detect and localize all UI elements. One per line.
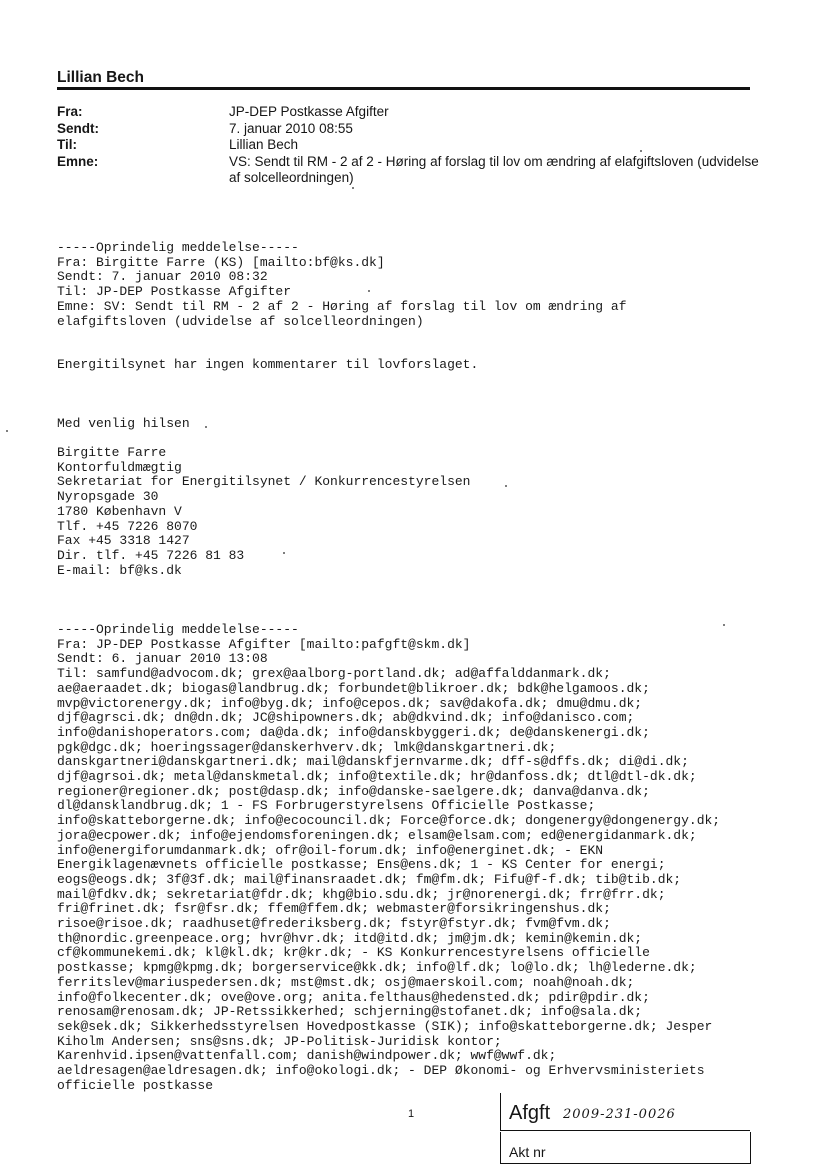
author-name: Lillian Bech [57,69,144,86]
stamp-number: 2009-231-0026 [563,1107,676,1122]
header-value: VS: Sendt til RM - 2 af 2 - Høring af forslag til lov om ændring af elafgiftsloven (udvidelse af solcelleordningen) [229,153,759,185]
scan-speck [368,290,370,292]
email-header [57,104,787,187]
scan-speck [352,187,354,189]
header-value: Lillian Bech [229,137,299,152]
header-row-from [57,104,787,121]
header-value: 7. januar 2010 08:55 [229,120,353,136]
scan-speck [723,624,725,626]
scan-speck [205,426,207,428]
message2-header: -----Oprindelig meddelelse----- Fra: JP-DEP Postkasse Afgifter [mailto:pafgft@skm.dk] Sendt: 6. januar 2010 13:08 Til: samfund@advocom.dk; grex@aalborg-portland.dk; ad@affalddanmark.dk; ae@aeraadet.dk; biogas@landbrug.dk; forbundet@blikroer.dk; bdk@helgamoos.dk; mvp@victorenergy.dk; info@byg.dk; info@cepos.dk; sav@dakofa.dk; dmu@dmu.dk; djf@agrsci.dk; dn@dn.dk; JC@shipowners.dk; ab@dkvind.dk; info@danisco.com; info@danishoperators.com; da@da.dk; info@danskbyggeri.dk; de@danskenergi.dk; pgk@dgc.dk; hoeringssager@danskerhverv.dk; lmk@danskgartneri.dk; danskgartneri@danskgartneri.dk; mail@danskfjernvarme.dk; dff-s@dffs.dk; di@di.dk; djf@agrsoi.dk; metal@danskmetal.dk; info@textile.dk; hr@danfoss.dk; dtl@dtl-dk.dk; regioner@regioner.dk; post@dasp.dk; info@danske-saelgere.dk; danva@danva.dk; dl@dansklandbrug.dk; 1 - FS Forbrugerstyrelsens Officielle Postkasse; info@skatteborgerne.dk; info@ecocouncil.dk; Force@force.dk; dongenergy@dongenergy.dk; jora@ecpower.dk; info@ejendomsforeningen.dk; elsam@elsam.com; ed@energidanmark.dk; info@energiforumdanmark.dk; ofr@oil-forum.dk; info@energinet.dk; - EKN Energiklagenævnets officielle postkasse; Ens@ens.dk; 1 - KS Center for energi; eogs@eogs.dk; 3f@3f.dk; mail@finansraadet.dk; fm@fm.dk; Fifu@f-f.dk; tib@tib.dk; mail@fdkv.dk; sekretariat@fdr.dk; khg@bio.sdu.dk; jr@norenergi.dk; frr@frr.dk; fri@frinet.dk; fsr@fsr.dk; ffem@ffem.dk; webmaster@forsikringenshus.dk; risoe@risoe.dk; raadhuset@frederiksberg.dk; fstyr@fstyr.dk; fvm@fvm.dk; th@nordic.greenpeace.org; hvr@hvr.dk; itd@itd.dk; jm@jm.dk; kemin@kemin.dk; cf@kommunekemi.dk; kl@kl.dk; kr@kr.dk; - KS Konkurrencestyrelsens officielle postkasse; kpmg@kpmg.dk; borgerservice@kk.dk; info@lf.dk; lo@lo.dk; lh@lederne.dk; ferritslev@mariuspedersen.dk; mst@mst.dk; osj@maerskoil.com; noah@noah.dk; info@folkecenter.dk; ove@ove.org; anita.felthaus@hedensted.dk; pdir@pdir.dk; renosam@renosam.dk; JP-Retssikkerhed; schjerning@stofanet.dk; info@sala.dk; sek@sek.dk; Sikkerhedsstyrelsen Hovedpostkasse (SIK); info@skatteborgerne.dk; Jesper Kiholm Andersen; sns@sns.dk; JP-Politisk-Juridisk kontor; Karenhvid.ipsen@vattenfall.com; danish@windpower.dk; wwf@wwf.dk; aeldresagen@aeldresagen.dk; info@okologi.dk; - DEP Økonomi- og Erhvervsministeriets officielle postkasse [57,622,721,1093]
scan-speck [283,552,285,554]
archive-stamp [500,1093,751,1165]
stamp-akt-label: Akt nr [509,1144,546,1160]
header-row-to [57,137,787,154]
scan-speck [505,485,507,487]
header-row-sent [57,121,787,138]
stamp-title: Afgft [509,1102,551,1124]
message1-body: Energitilsynet har ingen kommentarer til lovforslaget. [57,357,479,372]
scan-speck [640,150,642,152]
message1-header: -----Oprindelig meddelelse----- Fra: Birgitte Farre (KS) [mailto:bf@ks.dk] Sendt: 7. januar 2010 08:32 Til: JP-DEP Postkasse Afgifter Emne: SV: Sendt til RM - 2 af 2 - Høring af forslag til lov om ændring af elafgiftsloven (udvidelse af solcelleordningen) [57,240,627,329]
scan-speck [6,430,8,432]
message1-signature: Birgitte Farre Kontorfuldmægtig Sekretariat for Energitilsynet / Konkurrencestyrelsen Nyropsgade 30 1780 København V Tlf. +45 7226 8070 Fax +45 3318 1427 Dir. tlf. +45 7226 81 83 E-mail: bf@ks.dk [57,445,471,578]
message1-greeting: Med venlig hilsen [57,416,190,431]
header-row-subject [57,154,787,187]
stamp-title-box [500,1093,750,1131]
header-value: JP-DEP Postkasse Afgifter [229,104,389,119]
header-label: Sendt: [57,120,99,136]
header-rule [57,87,750,90]
page-number: 1 [408,1108,415,1120]
header-label: Emne: [57,153,99,169]
header-label: Til: [57,137,77,152]
header-label: Fra: [57,104,83,119]
stamp-akt-box [500,1132,751,1164]
